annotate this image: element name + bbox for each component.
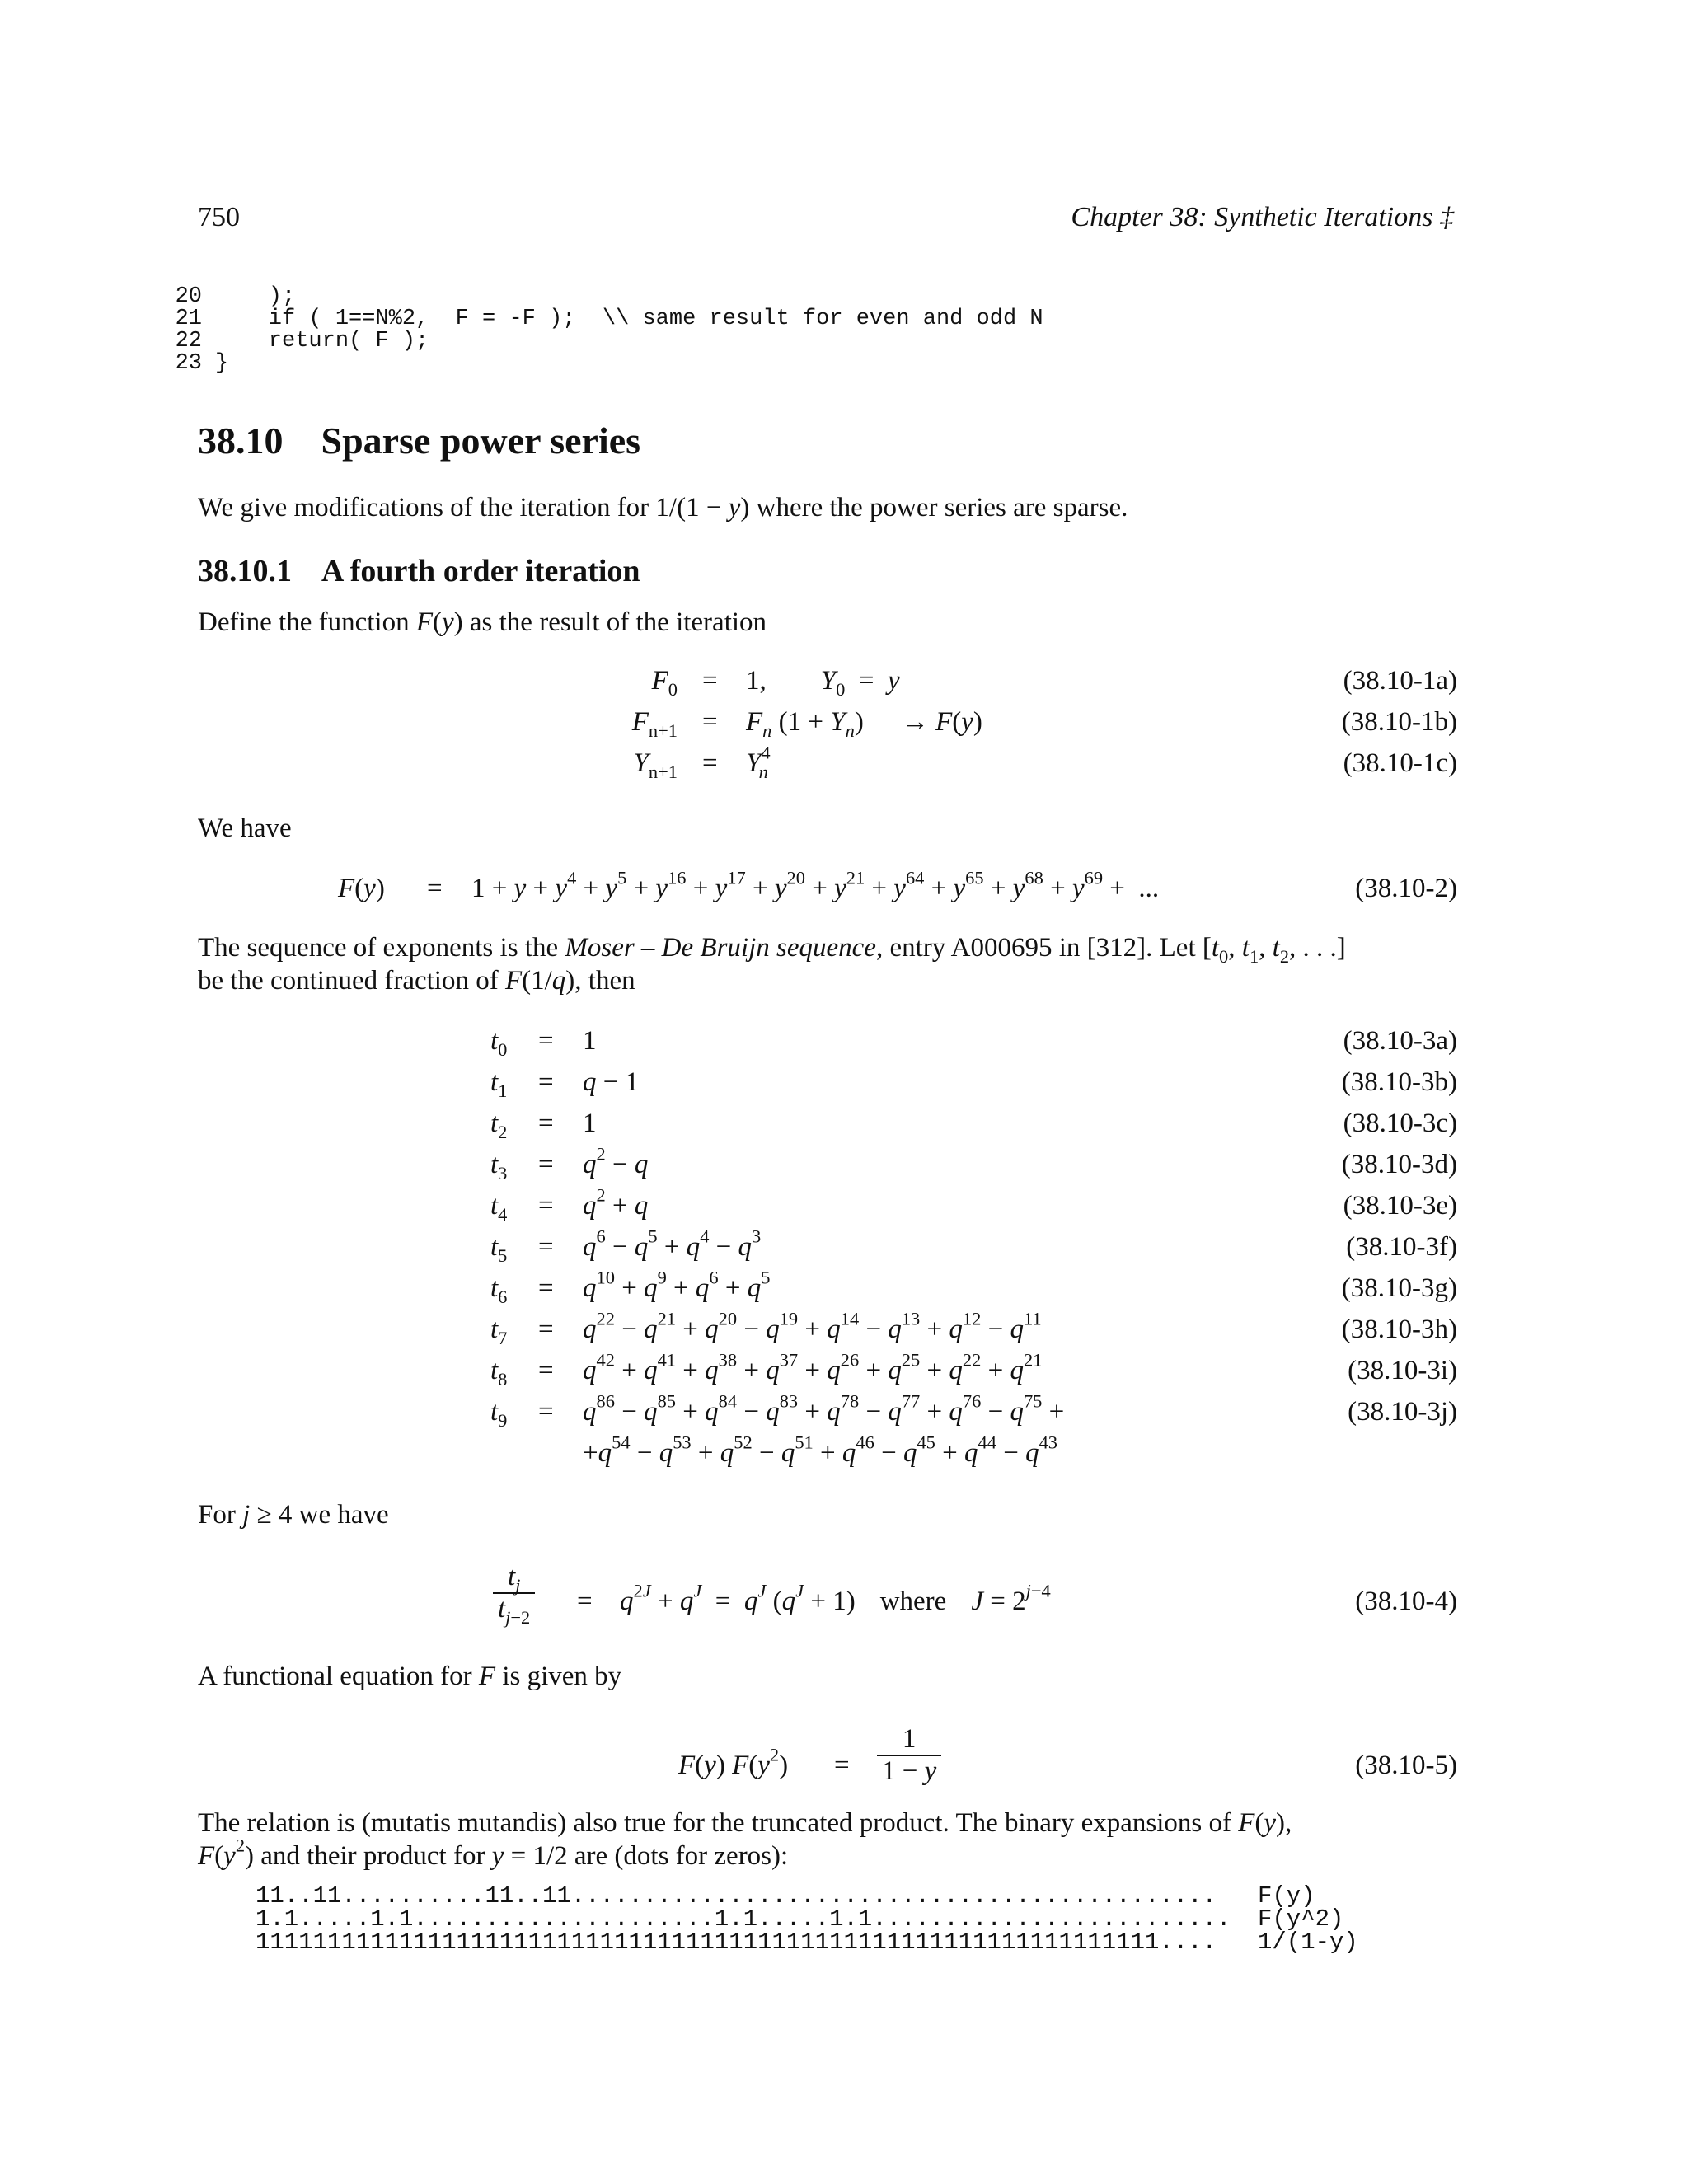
eq-relation: = [577,1586,593,1616]
code-text: return( F ); [215,329,429,354]
equation-row [0,1308,1688,1348]
eq-rhs: q − 1 [583,1067,640,1097]
eq-rhs: $q^{42} + q^{41} + q^{38} + q^{37} + q^{26} + q^{25} + q^{22} + q^{21}$ [583,1349,1043,1385]
eq-relation: = [538,1026,554,1056]
equation-row [0,1024,1688,1060]
section-number: 38.10 [198,419,284,462]
eq-relation: = [538,1356,554,1385]
equation-row [0,1143,1688,1183]
for-j-suffix: ≥ 4 we have [250,1500,389,1530]
equation-row [0,1432,1688,1469]
equation-row [0,705,1688,741]
eq-relation: = [538,1232,554,1262]
eq-rhs: $q^{22} - q^{21} + q^{20} - q^{19} + q^{14} - q^{13} + q^{12} - q^{11}$ [583,1308,1042,1344]
equation-number: (38.10-3j) [1348,1397,1457,1427]
binary-bits: 111111111111111111111111111111111111111111111111111111111111111.... [256,1929,1217,1956]
eq-lhs: F(y) $F(y^2)$ [678,1744,789,1780]
eq-lhs: $t_1$ [490,1067,508,1101]
eq-lhs: $t_5$ [490,1232,508,1266]
eq-rhs: $Y^4_n$ [746,742,771,782]
functional-suffix: is given by [495,1661,622,1691]
var-y: y [728,493,741,523]
section-heading [198,419,640,462]
code-line-number: 21 [175,307,202,331]
section-intro [198,491,1128,524]
eq-relation: = [702,748,718,778]
eq-relation: = [834,1750,850,1780]
equation-number: (38.10-3h) [1341,1315,1457,1344]
subsection-number: 38.10.1 [198,554,292,588]
equation-row [0,1349,1688,1390]
binary-label: F(y) [1258,1882,1315,1910]
eq-lhs: $t_4$ [490,1191,508,1225]
paren: ( [433,607,442,637]
equation-row [0,1184,1688,1225]
eq-lhs: $t_9$ [490,1397,508,1431]
moser-text-4: be the continued fraction of [198,966,505,996]
equation-number: (38.10-3f) [1346,1232,1457,1262]
functional-prefix: A functional equation for [198,1661,479,1691]
running-head: Chapter 38: Synthetic Iterations ‡ [1071,202,1454,232]
section-title: Sparse power series [321,419,641,462]
code-listing [169,286,1043,375]
equation-row [0,742,1688,782]
equation-row [0,1107,1688,1140]
eq-lhs: $t_8$ [490,1356,508,1390]
equation-number: (38.10-3e) [1343,1191,1457,1221]
code-text: if ( 1==N%2, F = -F ); \\ same result for even and odd N [215,307,1043,331]
eq-rhs: 1 [583,1108,597,1138]
eq-rhs: $q^6 - q^5 + q^4 - q^3$ [583,1226,762,1262]
equation-row [0,1390,1688,1431]
code-line [169,353,1043,375]
eq-rhs: $q^{86} - q^{85} + q^{84} - q^{83} + q^{78} - q^{77} + q^{76} - q^{75}$ + [583,1390,1065,1427]
eq-rhs: $q^{2J} + q^J = q^J$ $(q^J + 1)$ where $J = 2^{j-4}$ [620,1580,1051,1616]
eq-lhs: $F_0$ [651,666,678,700]
equation-number: (38.10-3c) [1343,1108,1457,1138]
eq-relation: = [538,1108,554,1138]
subsection-title: A fourth order iteration [321,554,640,588]
we-have-text: We have [198,813,292,843]
relation-line: $F(y^2)$ and their product for y = 1/2 are (dots for zeros): [198,1835,789,1871]
eq-rhs: $1 + y + y^4 + y^5 + y^{16} + y^{17} + y^{20} + y^{21} + y^{64} + y^{65} + y^{68} + y^{69}$ + ... [471,867,1160,903]
eq-lhs: $t_3$ [490,1150,508,1183]
eq-lhs: $t_0$ [490,1026,508,1060]
eq-relation: = [538,1315,554,1344]
code-line-number: 20 [175,284,202,309]
for-j-text [198,1498,389,1531]
moser-text-5: , then [574,966,635,996]
eq-relation: = [702,666,718,696]
eq-relation: = [702,707,718,737]
code-line-number: 23 [175,351,202,376]
eq-relation: = [538,1191,554,1221]
binary-label: F(y^2) [1258,1905,1344,1933]
equation-number: (38.10-1c) [1343,748,1457,778]
moser-text-2: , entry A000695 in [312]. Let [ [875,933,1212,963]
code-line-number: 22 [175,329,202,354]
var-y: y [442,607,454,637]
relation-line: The relation is (mutatis mutandis) also true for the truncated product. The binary expansions of F(y), [198,1808,1292,1838]
equation-number: (38.10-3i) [1348,1356,1457,1385]
equation-row [0,1724,1688,1807]
eq-lhs: $t_2$ [490,1108,508,1142]
binary-row [256,1905,1344,1933]
equation-row [0,1267,1688,1307]
eq-rhs: $F_n$ $(1 + Y_n) \to F(y)$ [746,707,982,741]
code-line [169,308,1043,330]
eq-lhs-fraction: $\frac{t_j}{t_{j-2}}$ [493,1562,535,1624]
equation-number: (38.10-3d) [1341,1150,1457,1179]
define-paragraph [198,606,767,639]
equation-number: (38.10-2) [1355,874,1457,903]
binary-row [256,1882,1315,1910]
page-number: 750 [198,202,240,232]
eq-lhs: F(y) [338,874,385,903]
equation-row [0,1226,1688,1266]
equation-number: (38.10-3g) [1341,1273,1457,1303]
moser-paragraph-line: be the continued fraction of F(1/q), then [198,966,635,996]
binary-bits: 1.1.....1.1.....................1.1.....1.1......................... [256,1905,1231,1933]
intro-text-end: ) where the power series are sparse. [740,493,1128,523]
eq-rhs: $q^{10} + q^9 + q^6 + q^5$ [583,1267,771,1303]
equation-number: (38.10-5) [1355,1750,1457,1780]
var-F: F [478,1661,496,1691]
equation-number: (38.10-1b) [1341,707,1457,737]
code-text: } [215,351,229,376]
equation-row [0,867,1688,905]
eq-relation: = [538,1150,554,1179]
code-line [169,286,1043,308]
eq-rhs: 1, $Y_0 = y$ [746,666,900,700]
functional-text [198,1660,621,1693]
binary-expansions [256,1882,1358,1956]
equation-row [0,664,1688,700]
subsection-heading [198,553,640,589]
code-text: ); [215,284,296,309]
moser-paragraph-line: The sequence of exponents is the Moser – De Bruijn sequence, entry A000695 in [312]. Let [$t_0$, $t_1$, $t_2$, . . .] [198,933,1346,967]
equation-row [0,1562,1688,1644]
for-j-prefix: For [198,1500,243,1530]
equation-number: (38.10-3b) [1341,1067,1457,1097]
eq-relation: = [538,1273,554,1303]
binary-label: 1/(1-y) [1258,1929,1358,1956]
where-text: where [879,1586,947,1616]
var-F: F [415,607,433,637]
eq-lhs: $t_7$ [490,1315,508,1348]
eq-lhs: $Y_{n+1}$ [633,748,678,782]
eq-lhs: $F_{n+1}$ [631,707,678,741]
eq-rhs: 1 [583,1026,597,1056]
binary-row [256,1929,1358,1956]
intro-text: We give modifications of the iteration for 1/(1 [198,493,706,523]
fraction-numerator: 1 [902,1724,917,1754]
eq-relation: = [427,874,443,903]
eq-relation: = [538,1397,554,1427]
define-text-end: ) as the result of the iteration [453,607,767,637]
moser-text-3: ] [1336,933,1346,963]
moser-text: The sequence of exponents is the [198,933,565,963]
binary-bits: 11..11..........11..11............................................. [256,1882,1217,1910]
eq-rhs: $+q^{54} - q^{53} + q^{52} - q^{51} + q^{46} - q^{45} + q^{44} - q^{43}$ [583,1432,1057,1468]
equation-row [0,1066,1688,1099]
eq-rhs: $q^2 - q$ [583,1143,649,1179]
code-line [169,330,1043,353]
eq-relation: = [538,1067,554,1097]
equation-number: (38.10-1a) [1343,666,1457,696]
minus-sign: − [706,493,722,523]
equation-number: (38.10-3a) [1343,1026,1457,1056]
define-text: Define the function [198,607,416,637]
moser-name: Moser – De Bruijn sequence [565,933,876,963]
eq-rhs-fraction: $\frac{1}{1 - y}$ [877,1724,941,1787]
var-j: j [242,1500,251,1530]
eq-lhs: $t_6$ [490,1273,508,1307]
equation-number: (38.10-4) [1355,1586,1457,1616]
eq-rhs: $q^2 + q$ [583,1184,649,1221]
